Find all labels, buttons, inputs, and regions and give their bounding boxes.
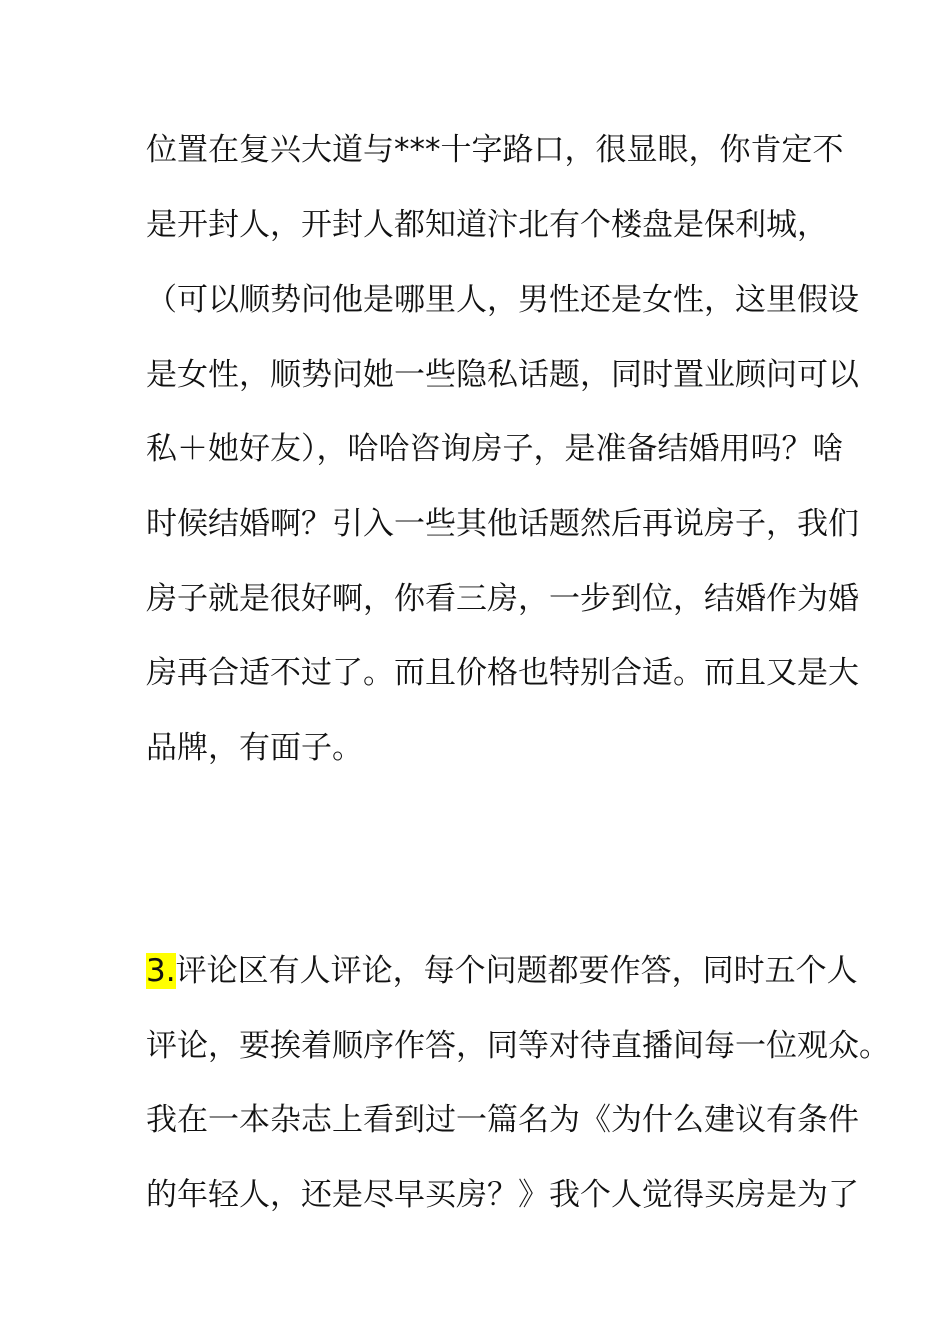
paragraph-1-line-6: 时候结婚啊？引入一些其他话题然后再说房子，我们 (146, 506, 859, 542)
paragraph-1-line-8: 房再合适不过了。而且价格也特别合适。而且又是大 (146, 655, 859, 691)
paragraph-1-line-5: 私＋她好友），哈哈咨询房子，是准备结婚用吗？啥 (146, 431, 844, 467)
section-3-line-1-text: 评论区有人评论，每个问题都要作答，同时五个人 (175, 953, 858, 989)
paragraph-1-line-9: 品牌，有面子。 (146, 730, 363, 766)
paragraph-1-line-3: （可以顺势问他是哪里人，男性还是女性，这里假设 (146, 282, 859, 318)
section-3-line-1 (146, 951, 858, 991)
section-3-line-2: 评论，要挨着顺序作答，同等对待直播间每一位观众。 (146, 1028, 890, 1064)
section-3-line-4: 的年轻人，还是尽早买房？》我个人觉得买房是为了 (146, 1177, 859, 1213)
section-number-highlight: 3. (146, 953, 176, 989)
paragraph-1-line-4: 是女性，顺势问她一些隐私话题，同时置业顾问可以 (146, 357, 859, 393)
paragraph-1-line-7: 房子就是很好啊，你看三房，一步到位，结婚作为婚 (146, 581, 859, 617)
paragraph-1-line-1: 位置在复兴大道与***十字路口，很显眼，你肯定不 (146, 132, 844, 168)
section-3-line-3: 我在一本杂志上看到过一篇名为《为什么建议有条件 (146, 1102, 859, 1138)
paragraph-1-line-2: 是开封人，开封人都知道汴北有个楼盘是保利城， (146, 207, 828, 243)
